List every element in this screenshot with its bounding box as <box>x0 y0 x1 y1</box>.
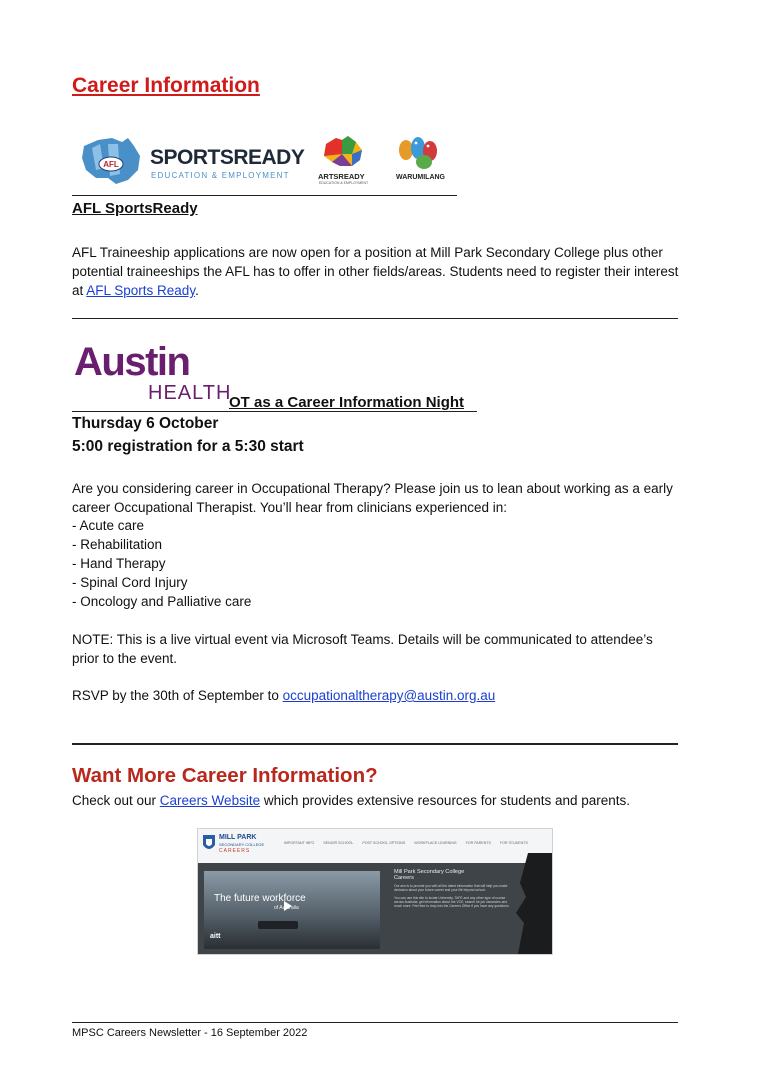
event-date: Thursday 6 October <box>72 415 219 432</box>
footer-divider <box>72 1022 678 1023</box>
website-hero <box>198 863 552 954</box>
nav-item[interactable]: WORKPLACE LEARNING <box>414 841 457 845</box>
list-item: - Acute care <box>72 518 145 533</box>
panel-text-1: Our aim is to provide you with all the latest information that will help you make decisions about your future career and your life beyond school. <box>394 884 508 893</box>
afl-sportsready-subheading: AFL SportsReady <box>72 200 198 217</box>
video-play-icon[interactable] <box>284 901 292 911</box>
school-name-2: SECONDARY COLLEGE <box>219 842 265 847</box>
afl-map-icon <box>78 134 148 186</box>
ot-email-link[interactable]: occupationaltherapy@austin.org.au <box>282 688 496 703</box>
climbers-silhouette <box>498 853 552 954</box>
ship-silhouette <box>258 921 298 929</box>
teams-note-paragraph: NOTE: This is a live virtual event via Microsoft Teams. Details will be communicated to attendee’s prior to the event. <box>72 632 653 666</box>
austin-health-logo <box>74 340 232 408</box>
nav-item[interactable]: FOR PARENTS <box>465 841 491 845</box>
school-name-1: MILL PARK <box>219 834 257 841</box>
list-item: - Spinal Cord Injury <box>72 575 188 590</box>
artsready-label: ARTSREADY <box>318 172 365 181</box>
video-brand: aitt <box>210 933 221 940</box>
artsready-tagline: EDUCATION & EMPLOYMENT <box>319 181 369 185</box>
footer-text: MPSC Careers Newsletter - 16 September 2022 <box>72 1027 308 1039</box>
warumilang-label: WARUMILANG <box>396 174 445 181</box>
school-careers-label: CAREERS <box>219 848 251 854</box>
careers-website-link[interactable]: Careers Website <box>159 793 261 808</box>
australia-map-icon <box>318 134 370 172</box>
careers-website-screenshot <box>197 828 553 955</box>
video-panel <box>204 871 380 949</box>
health-wordmark: HEALTH <box>148 382 232 404</box>
event-title-underline <box>72 411 477 412</box>
ot-intro-paragraph: Are you considering career in Occupational Therapy? Please join us to lean about working as a early career Occupational Therapist. You’ll hear from clinicians experienced in: <box>72 481 673 515</box>
warumilang-logo <box>394 134 452 188</box>
event-time: 5:00 registration for a 5:30 start <box>72 438 304 455</box>
hands-icon <box>394 134 446 174</box>
section-divider-2 <box>72 743 678 745</box>
website-nav <box>284 841 528 845</box>
austin-wordmark: Austin <box>74 340 190 384</box>
list-item: - Rehabilitation <box>72 537 163 552</box>
career-information-heading: Career Information <box>72 74 260 97</box>
careers-website-paragraph: Check out our Careers Website which provides extensive resources for students and parents. <box>72 793 631 808</box>
sportsready-logo <box>78 134 305 186</box>
video-title-1: The future workforce <box>214 893 306 904</box>
nav-item[interactable]: IMPORTANT INFO <box>284 841 315 845</box>
afl-sports-ready-link[interactable]: AFL Sports Ready <box>86 283 196 298</box>
panel-title-2: Careers <box>394 875 414 881</box>
list-item: - Hand Therapy <box>72 556 166 571</box>
school-crest-icon <box>202 834 216 854</box>
artsready-logo <box>318 134 370 188</box>
rsvp-line: RSVP by the 30th of September to occupationaltherapy@austin.org.au <box>72 688 496 703</box>
section-divider-1 <box>72 318 678 319</box>
svg-text:AFL: AFL <box>103 160 119 169</box>
video-title-2: of Australia <box>274 905 299 911</box>
list-item: - Oncology and Palliative care <box>72 594 252 609</box>
ot-specialty-list <box>72 516 251 611</box>
nav-item[interactable]: FOR STUDENTS <box>499 841 528 845</box>
sportsready-tagline: EDUCATION & EMPLOYMENT <box>151 171 290 180</box>
logos-divider <box>72 195 457 196</box>
ot-event-title: OT as a Career Information Night <box>229 394 465 411</box>
afl-traineeship-paragraph: AFL Traineeship applications are now open for a position at Mill Park Secondary College plus other potential traineeships the AFL has to offer in other fields/areas. Students need to register their interest at AFL Sports Ready. <box>72 245 679 298</box>
sportsready-wordmark: SPORTSREADY <box>150 146 305 169</box>
nav-item[interactable]: SENIOR SCHOOL <box>323 841 354 845</box>
panel-title-1: Mill Park Secondary College <box>394 869 465 875</box>
more-career-info-heading: Want More Career Information? <box>72 764 378 787</box>
panel-text-2: You can use this site to locate University, TAFE and any other type of course across Australia, get information about the VCE, search for job vacancies and much more. Feel free to drop into the Careers Office if you have any questions. <box>394 895 510 909</box>
nav-item[interactable]: POST SCHOOL OPTIONS <box>362 841 406 845</box>
